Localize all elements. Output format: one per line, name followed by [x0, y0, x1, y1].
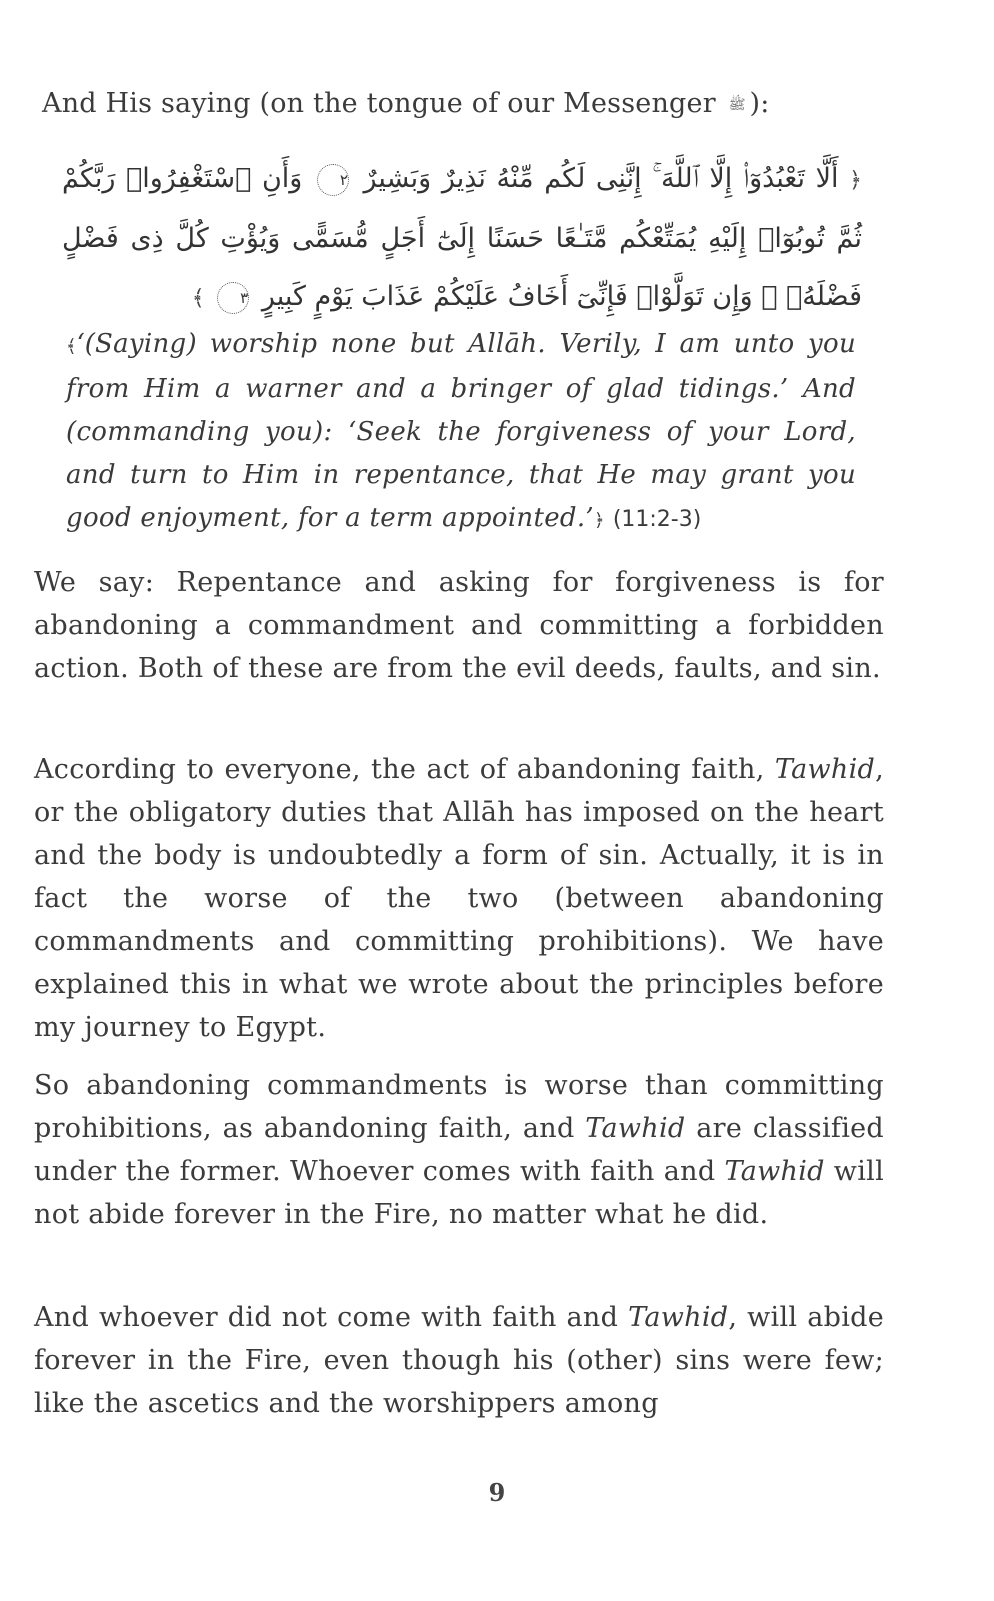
term-tawhid: Tawhid — [628, 1302, 729, 1333]
intro-line — [42, 84, 882, 125]
translation-open-ornament-icon: ﴾ — [66, 336, 77, 357]
paragraph-text: , will abide forever in the Fire, even though his (other) sins were few; like the ascetics and the worshippers among — [34, 1302, 884, 1419]
translation-close-ornament-icon: ﴿ — [594, 510, 605, 531]
intro-text-end: ): — [749, 88, 770, 119]
term-tawhid: Tawhid — [585, 1113, 686, 1144]
verse-part-1: أَلَّا تَعْبُدُوٓا۟ إِلَّا ٱللَّهَ ۚ إِنَّنِى لَكُم مِّنْهُ نَذِيرٌ وَبَشِيرٌ — [363, 163, 839, 194]
intro-text: And His saying (on the tongue of our Messenger — [42, 88, 716, 119]
ayah-number-marker: ٢ — [317, 164, 349, 196]
close-ornament-icon: ﴾ — [191, 286, 205, 311]
term-tawhid: Tawhid — [774, 754, 876, 785]
paragraph-text: , or the obligatory duties that Allāh has imposed on the heart and the body is undoubtedly a form of sin. Actually, it is in fact the worse of the two (between abandoning commandments and committing prohibitions). We have explained this in what we wrote about the principles before my journey to Egypt. — [34, 754, 884, 1043]
paragraph-text: And whoever did not come with faith and — [34, 1302, 619, 1333]
paragraph-text: will not abide forever in the Fire, no matter what he did. — [34, 1156, 884, 1230]
quran-verse-arabic — [62, 150, 862, 328]
translation-text: ‘(Saying) worship none but Allāh. Verily, I am unto you from Him a warner and a bringer of glad tidings.’ And (commanding you): ‘Seek the forgiveness of your Lord, and turn to Him in repentance, that He may grant you good enjoyment, for a term appointed.’ — [66, 329, 856, 533]
paragraph-4 — [34, 1296, 884, 1425]
open-ornament-icon: ﴿ — [849, 168, 862, 193]
paragraph-text: We say: Repentance and asking for forgiveness is for abandoning a commandment and committing a forbidden action. Both of these are from the evil deeds, faults, and sin. — [34, 567, 884, 684]
paragraph-text: So abandoning commandments is worse than committing prohibitions, as abandoning faith, and — [34, 1070, 884, 1144]
honorific-glyph-icon: ﷺ — [728, 96, 746, 113]
verse-reference: (11:2-3) — [612, 507, 702, 532]
verse-translation — [66, 323, 856, 542]
paragraph-3 — [34, 1064, 884, 1236]
verse-part-2: وَأَنِ ٱسْتَغْفِرُوا۟ رَبَّكُمْ ثُمَّ تُوبُوٓا۟ إِلَيْهِ يُمَتِّعْكُم مَّتَـٰعًا حَسَنًا إِلَىٰٓ أَجَلٍ مُّسَمًّى وَيُؤْتِ كُلَّ ذِى فَضْلٍ فَضْلَهُۥ ۖ وَإِن تَوَلَّوْا۟ فَإِنِّىٓ أَخَافُ عَلَيْكُمْ عَذَابَ يَوْمٍ كَبِيرٍ — [62, 163, 862, 312]
page-number: 9 — [488, 1478, 506, 1507]
paragraph-text: are classified under the former. Whoever comes with faith and — [34, 1113, 884, 1187]
paragraph-1 — [34, 561, 884, 690]
paragraph-2 — [34, 748, 884, 1049]
term-tawhid: Tawhid — [724, 1156, 825, 1187]
ayah-number-marker: ٣ — [217, 282, 249, 314]
paragraph-text: According to everyone, the act of abandoning faith, — [34, 754, 765, 785]
